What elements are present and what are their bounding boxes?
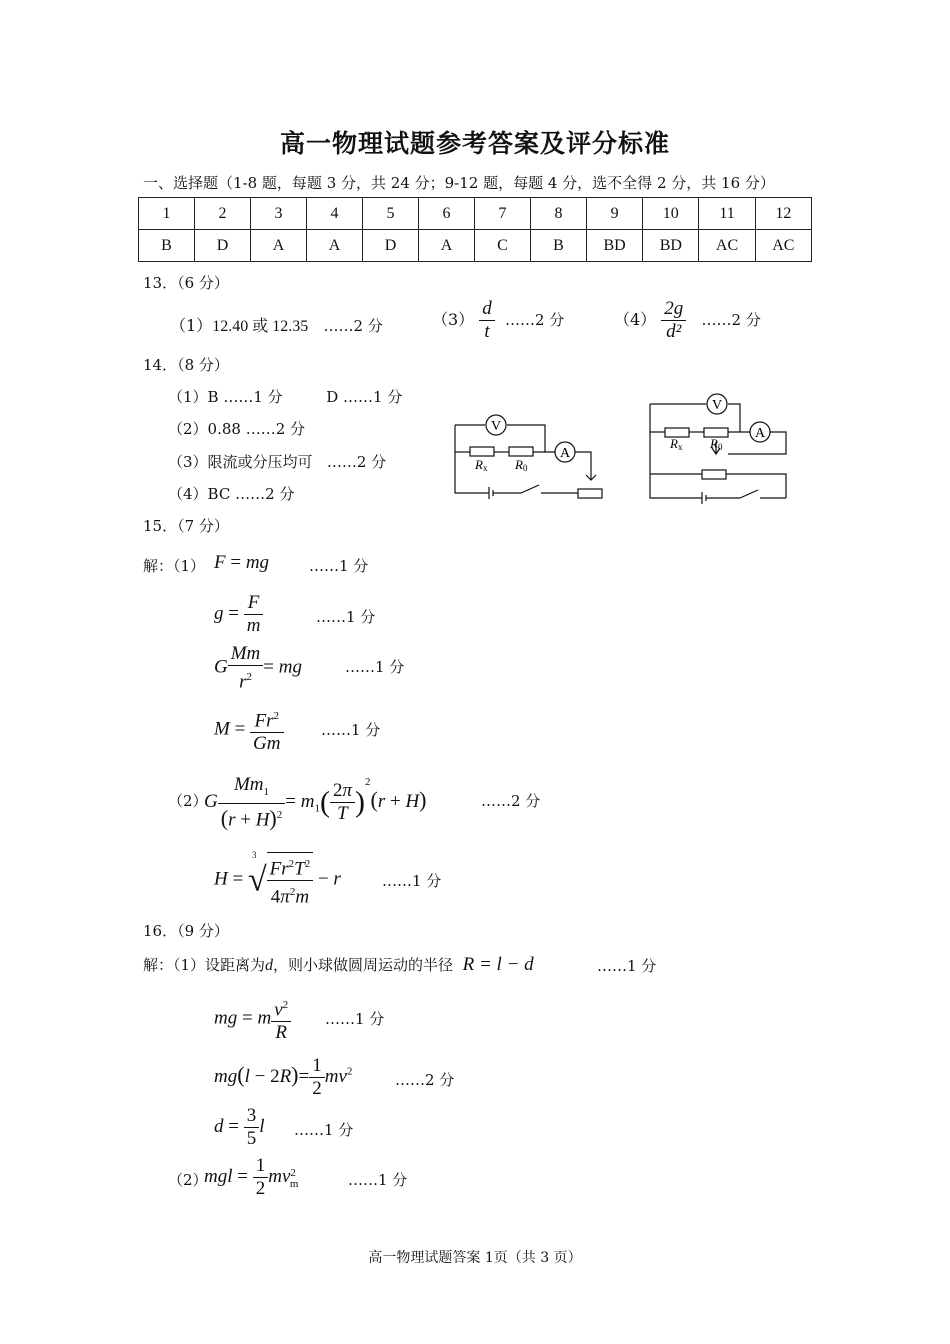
table-cell-number: 1 [139, 198, 195, 230]
table-cell-number: 8 [530, 198, 586, 230]
q13-part3 [432, 298, 564, 343]
rx-label-2: Rx [670, 436, 683, 452]
table-cell-answer: D [362, 230, 418, 262]
q16-score-3: ……2 分 [395, 1071, 455, 1089]
q15-solve-label: 解：（1） [143, 557, 206, 575]
rx-label: Rx [475, 457, 488, 473]
q13-heading: 13．（6 分） [143, 274, 229, 292]
r0-label-2: R0 [710, 436, 723, 452]
table-cell-number: 9 [586, 198, 642, 230]
table-cell-answer: A [306, 230, 362, 262]
q16-score-1: ……1 分 [597, 957, 657, 975]
q13-p1-score: ……2 分 [323, 317, 383, 335]
table-cell-answer: AC [699, 230, 755, 262]
table-row-numbers [139, 198, 812, 230]
q14-line4 [168, 483, 294, 504]
q13-p3-num: d [479, 298, 495, 321]
q13-part4 [614, 298, 761, 343]
q13-p4-den: d² [666, 321, 682, 342]
q16-line1-mid: ，则小球做圆周运动的半径 [273, 956, 454, 974]
table-cell-number: 3 [250, 198, 306, 230]
table-cell-number: 6 [418, 198, 474, 230]
q13-p4-score: ……2 分 [701, 311, 761, 329]
q13-p3-score: ……2 分 [504, 311, 565, 329]
table-cell-answer: BD [586, 230, 642, 262]
table-cell-answer: A [418, 230, 474, 262]
answer-table [138, 197, 812, 262]
q15-score-6: ……1 分 [382, 872, 442, 890]
table-cell-number: 4 [306, 198, 362, 230]
section1-heading: 一、选择题（1-8 题，每题 3 分，共 24 分；9-12 题，每题 4 分，选不全得 2 分，共 16 分） [143, 174, 775, 192]
page-footer: 高一物理试题答案 1页（共 3 页） [368, 1250, 582, 1266]
q14-l4-score: ……2 分 [235, 485, 295, 503]
q15-eq6: H = 3 √ $\frac{Fr^2T^2}{4\pi^2m}$ − r [214, 850, 341, 908]
q16-eq4: d = $\frac{3}{5}$ l [214, 1105, 265, 1149]
q14-l3-score: ……2 分 [326, 453, 387, 471]
table-cell-number: 2 [194, 198, 250, 230]
table-cell-answer: AC [755, 230, 811, 262]
q16-eq5: mgl = $\frac{1}{2}$ $mv^2_m$ [204, 1155, 299, 1199]
table-cell-answer: A [250, 230, 306, 262]
q14-l2-score: ……2 分 [245, 420, 306, 438]
q16-line1-d: d [265, 957, 274, 974]
q14-line2 [168, 418, 305, 439]
table-cell-number: 5 [362, 198, 418, 230]
q15-score-3: ……1 分 [345, 658, 405, 676]
q14-heading: 14．（8 分） [143, 356, 229, 374]
q14-line1 [168, 386, 402, 407]
q13-p3-fraction [479, 298, 495, 343]
r0-label: R0 [515, 457, 528, 473]
q13-p3-label: （3） [432, 310, 475, 329]
q16-heading: 16．（9 分） [143, 922, 229, 940]
voltmeter-label: V [490, 419, 502, 434]
ammeter-label: A [559, 446, 571, 461]
q16-eq3: mg(l − 2R)= $\frac{1}{2}$ $mv^2$ [214, 1055, 353, 1099]
q14-l1a-score: ……1 分 [223, 388, 283, 406]
q15-score-5: ……2 分 [481, 792, 541, 810]
q13-part1 [170, 313, 383, 336]
q15-eq5: G $\frac{Mm_1}{(r + H)^2}$ = $m_1$( $\frac{2\pi}{T}$ )$^2$(r + H) [204, 774, 427, 831]
q16-score-4: ……1 分 [294, 1121, 354, 1139]
q16-score-2: ……1 分 [325, 1010, 385, 1028]
q15-eq1: F = mg [214, 552, 270, 573]
q16-score-5: ……1 分 [348, 1171, 408, 1189]
q15-eq2: g = $\frac{F}{m}$ [214, 592, 263, 637]
q14-l4: （4）BC [168, 485, 236, 503]
q14-l3: （3）限流或分压均可 [168, 453, 318, 471]
table-cell-number: 10 [643, 198, 699, 230]
q15-heading: 15．（7 分） [143, 517, 229, 535]
q14-line3 [168, 451, 386, 472]
q16-line1 [143, 954, 534, 976]
q14-l1b: D [326, 388, 344, 406]
voltmeter-label-2: V [711, 398, 723, 413]
q15-score-2: ……1 分 [316, 608, 376, 626]
q15-score-4: ……1 分 [321, 721, 381, 739]
table-cell-answer: C [474, 230, 530, 262]
table-cell-number: 7 [474, 198, 530, 230]
q13-p1-label: （1） [170, 316, 213, 335]
table-cell-answer: B [530, 230, 586, 262]
q16-part2-label: （2） [168, 1171, 208, 1189]
q16-eq2: mg = m $\frac{v^2}{R}$ [214, 994, 291, 1044]
q13-p4-label: （4） [614, 310, 657, 329]
q13-p4-fraction [661, 298, 686, 343]
q15-eq4: M = $\frac{Fr^2}{Gm}$ [214, 705, 284, 755]
table-cell-answer: B [139, 230, 195, 262]
q15-eq3: G $\frac{Mm}{r^2}$ = mg [214, 643, 302, 693]
q13-p1-value: 12.40 或 12.35 [212, 318, 309, 335]
circuit-diagram-1 [445, 405, 610, 505]
ammeter-label-2: A [754, 426, 766, 441]
q14-l1b-score: ……1 分 [343, 388, 403, 406]
q14-l2: （2）0.88 [168, 420, 246, 438]
table-cell-answer: D [194, 230, 250, 262]
circuit-diagram-2 [640, 390, 790, 505]
table-row-answers [139, 230, 812, 262]
table-cell-number: 12 [755, 198, 811, 230]
q14-l1a: （1）B [168, 388, 224, 406]
q16-line1-prefix: 解：（1）设距离为 [143, 956, 266, 974]
table-cell-number: 11 [699, 198, 755, 230]
q13-p4-num: 2g [661, 298, 686, 321]
page-title: 高一物理试题参考答案及评分标准 [279, 129, 670, 158]
q15-part2-label: （2） [168, 792, 208, 810]
q15-score-1: ……1 分 [309, 557, 369, 575]
q13-p3-den: t [484, 321, 490, 342]
q16-line1-eq: R = l − d [462, 954, 534, 975]
table-cell-answer: BD [643, 230, 699, 262]
